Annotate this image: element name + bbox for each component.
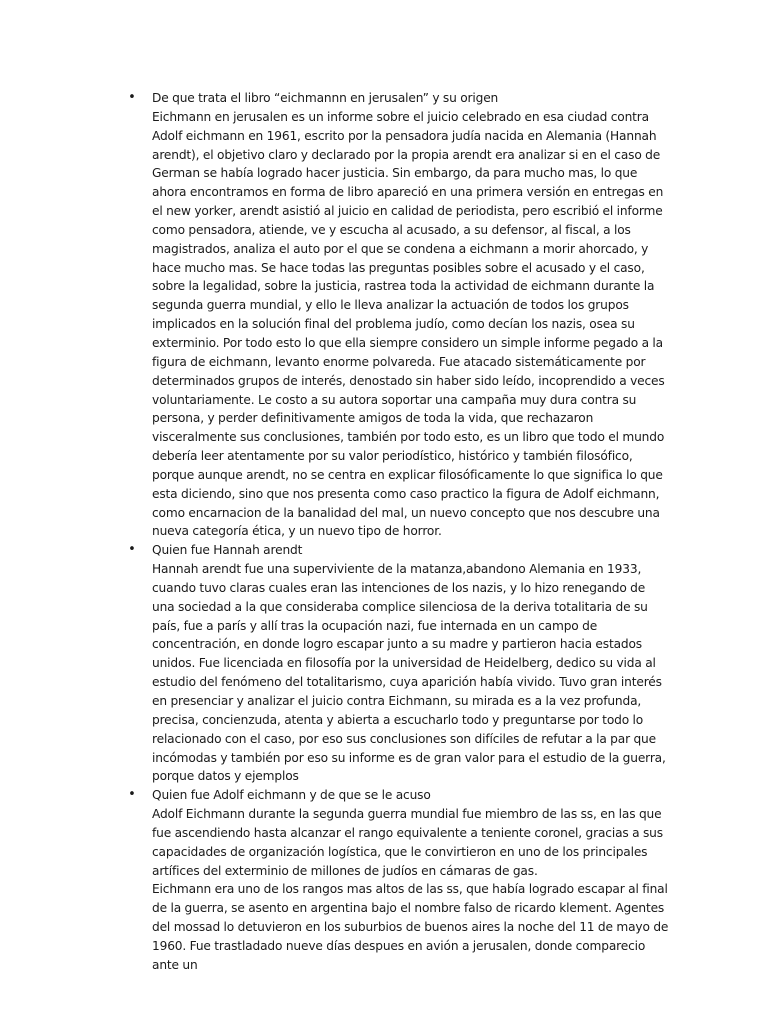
bullet-icon: • (128, 787, 136, 803)
section-paragraph-arendt: Hannah arendt fue una superviviente de la matanza,abandono Alemania en 1933, cuando tuvo claras cuales eran las intenciones de los nazis, y lo hizo renegando de una sociedad a la que consideraba complice silenciosa de la deriva totalitaria de su país, fue a parís y allí tras la ocupación nazi, fue internada en un campo de concentración, en donde logro escapar junto a su madre y partieron hacia estados unidos. Fue licenciada en filosofía por la universidad de Heidelberg, dedico su vida al estudio del fenómeno del totalitarismo, cuya aparición había vivido. Tuvo gran interés en presenciar y analizar el juicio contra Eichmann, su mirada es a la vez profunda, precisa, concienzuda, atenta y abierta a escucharlo todo y preguntarse por todo lo relacionado con el caso, por eso sus conclusiones son difíciles de refutar a la par que incómodas y también por eso su informe es de gran valor para el estudio de la guerra, porque datos y ejemplos (152, 562, 666, 784)
list-item-eichmann (122, 786, 670, 974)
document-body (122, 89, 670, 975)
bullet-icon: • (128, 90, 136, 105)
section-heading-libro: De que trata el libro “eichmannn en jerusalen” y su origen (152, 91, 499, 105)
section-paragraph-libro: Eichmann en jerusalen es un informe sobre el juicio celebrado en esa ciudad contra Adolf eichmann en 1961, escrito por la pensadora judía nacida en Alemania (Hannah arendt), el objetivo claro y declarado por la propia arendt era analizar si en el caso de German se había logrado hacer justicia. Sin embargo, da para mucho mas, lo que ahora encontramos en forma de libro apareció en una primera versión en entregas en el new yorker, arendt asistió al juicio en calidad de periodista, pero escribió el informe como pensadora, atiende, ve y escucha al acusado, a su defensor, al fiscal, a los magistrados, analiza el auto por el que se condena a eichmann a morir ahorcado, y hace mucho mas. Se hace todas las preguntas posibles sobre el acusado y el caso, sobre la legalidad, sobre la justicia, rastrea toda la actividad de eichmann durante la segunda guerra mundial, y ello le lleva analizar la actuación de todos los grupos implicados en la solución final del problema judío, como decían los nazis, osea su exterminio. Por todo esto lo que ella siempre considero un simple informe pegado a la figura de eichmann, levanto enorme polvareda. Fue atacado sistemáticamente por determinados grupos de interés, denostado sin haber sido leído, incoprendido a veces voluntariamente. Le costo a su autora soportar una campaña muy dura contra su persona, y perder definitivamente amigos de toda la vida, que rechazaron visceralmente sus conclusiones, también por todo esto, es un libro que todo el mundo debería leer atentamente por su valor periodístico, histórico y también filosófico, porque aunque arendt, no se centra en explicar filosóficamente lo que significa lo que esta diciendo, sino que nos presenta como caso practico la figura de Adolf eichmann, como encarnacion de la banalidad del mal, un nuevo concepto que nos descubre una nueva categoría ética, y un nuevo tipo de horror. (152, 109, 665, 539)
bullet-icon: • (128, 542, 136, 558)
list-item-arendt (122, 541, 670, 786)
section-heading-arendt: Quien fue Hannah arendt (152, 543, 303, 558)
section-heading-eichmann: Quien fue Adolf eichmann y de que se le acuso (152, 788, 431, 803)
section-paragraph-eichmann-1: Adolf Eichmann durante la segunda guerra mundial fue miembro de las ss, en las que fue ascendiendo hasta alcanzar el rango equivalente a teniente coronel, gracias a sus capacidades de organización logística, que le convirtieron en uno de los principales artífices del exterminio de millones de judíos en cámaras de gas. (152, 807, 663, 878)
list-item-libro (122, 89, 670, 541)
section-paragraph-eichmann-2: Eichmann era uno de los rangos mas altos de las ss, que había logrado escapar al final de la guerra, se asento en argentina bajo el nombre falso de ricardo klement. Agentes del mossad lo detuvieron en los suburbios de buenos aires la noche del 11 de mayo de 1960. Fue trastladado nueve días despues en avión a jerusalen, donde comparecio ante un (152, 882, 669, 972)
